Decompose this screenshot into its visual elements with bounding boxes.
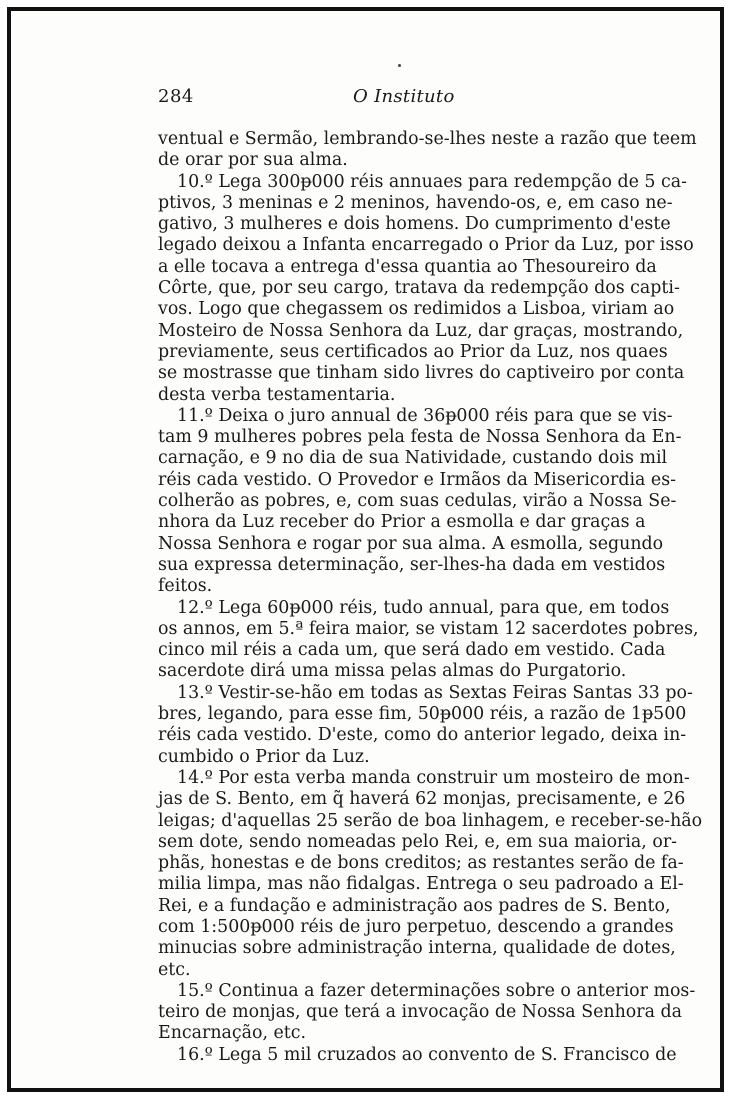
text-line: minucias sobre administração interna, qualidade de dotes,	[158, 938, 676, 959]
text-line: Encarnação, etc.	[158, 1023, 307, 1044]
text-line: sacerdote dirá uma missa pelas almas do Purgatorio.	[158, 661, 627, 682]
text-line: leigas; d'aquellas 25 serão de boa linhagem, e receber-se-hão	[158, 810, 703, 831]
text-line: réis cada vestido. O Provedor e Irmãos da Misericordia es-	[158, 469, 677, 490]
text-line: 10.º Lega 300ᵽ000 réis annuaes para redempção de 5 ca-	[177, 171, 687, 192]
text-line: Nossa Senhora e rogar por sua alma. A esmolla, segundo	[158, 533, 664, 554]
text-line: ptivos, 3 meninas e 2 meninos, havendo-os, e, em caso ne-	[158, 192, 673, 213]
running-title: O Instituto	[353, 86, 455, 107]
ink-speck	[398, 64, 401, 67]
text-line: carnação, e 9 no dia de sua Natividade, custando dois mil	[158, 448, 668, 469]
text-line: Côrte, que, por seu cargo, tratava da redempção dos capti-	[158, 278, 680, 299]
text-line: 13.º Vestir-se-hão em todas as Sextas Feiras Santas 33 po-	[177, 682, 693, 703]
text-line: Rei, e a fundação e administração aos padres de S. Bento,	[158, 895, 671, 916]
text-line: feitos.	[158, 576, 213, 597]
text-line: cumbido o Prior da Luz.	[158, 746, 370, 767]
text-line: phãs, honestas e de bons creditos; as restantes serão de fa-	[158, 853, 684, 874]
text-line: gativo, 3 mulheres e dois homens. Do cumprimento d'este	[158, 214, 671, 235]
text-line: com 1:500ᵽ000 réis de juro perpetuo, descendo a grandes	[158, 916, 674, 937]
text-line: 14.º Por esta verba manda construir um mosteiro de mon-	[177, 767, 690, 788]
text-line: legado deixou a Infanta encarregado o Prior da Luz, por isso	[158, 235, 694, 256]
text-line: a elle tocava a entrega d'essa quantia ao Thesoureiro da	[158, 256, 657, 277]
text-line: 11.º Deixa o juro annual de 36ᵽ000 réis para que se vis-	[177, 405, 673, 426]
text-line: milia limpa, mas não fidalgas. Entrega o seu padroado a El-	[158, 874, 684, 895]
text-line: nhora da Luz receber do Prior a esmolla e dar graças a	[158, 512, 646, 533]
text-line: 16.º Lega 5 mil cruzados ao convento de S. Francisco de	[177, 1044, 677, 1065]
text-line: colherão as pobres, e, com suas cedulas, virão a Nossa Se-	[158, 491, 677, 512]
text-line: ventual e Sermão, lembrando-se-lhes neste a razão que teem	[158, 129, 697, 149]
text-line: vos. Logo que chegassem os redimidos a Lisboa, viriam ao	[158, 299, 675, 320]
text-line: 15.º Continua a fazer determinações sobre o anterior mos-	[177, 980, 696, 1001]
page-number: 284	[158, 86, 194, 107]
text-line: jas de S. Bento, em q̃ haverá 62 monjas, precisamente, e 26	[158, 789, 686, 810]
text-line: sua expressa determinação, ser-lhes-ha dada em vestidos	[158, 554, 666, 575]
page-header	[158, 86, 626, 114]
text-line: de orar por sua alma.	[158, 150, 348, 171]
text-line: se mostrasse que tinham sido livres do captiveiro por conta	[158, 363, 685, 384]
text-line: Mosteiro de Nossa Senhora da Luz, dar graças, mostrando,	[158, 320, 684, 341]
text-line: previamente, seus certificados ao Prior da Luz, nos quaes	[158, 341, 668, 362]
text-line: teiro de monjas, que terá a invocação de Nossa Senhora da	[158, 1002, 682, 1023]
text-line: desta verba testamentaria.	[158, 384, 396, 405]
text-line: bres, legando, para esse fim, 50ᵽ000 réis, a razão de 1ᵽ500	[158, 704, 687, 725]
text-line: os annos, em 5.ª feira maior, se vistam 12 sacerdotes pobres,	[158, 618, 699, 639]
body-text	[158, 129, 703, 1066]
text-line: 12.º Lega 60ᵽ000 réis, tudo annual, para que, em todos	[177, 597, 670, 618]
text-line: réis cada vestido. D'este, como do anterior legado, deixa in-	[158, 725, 687, 746]
text-line: cinco mil réis a cada um, que será dado em vestido. Cada	[158, 640, 666, 661]
text-line: sem dote, sendo nomeadas pelo Rei, e, em sua maioria, or-	[158, 831, 678, 852]
text-line: etc.	[158, 959, 191, 980]
text-line: tam 9 mulheres pobres pela festa de Nossa Senhora da En-	[158, 427, 682, 448]
